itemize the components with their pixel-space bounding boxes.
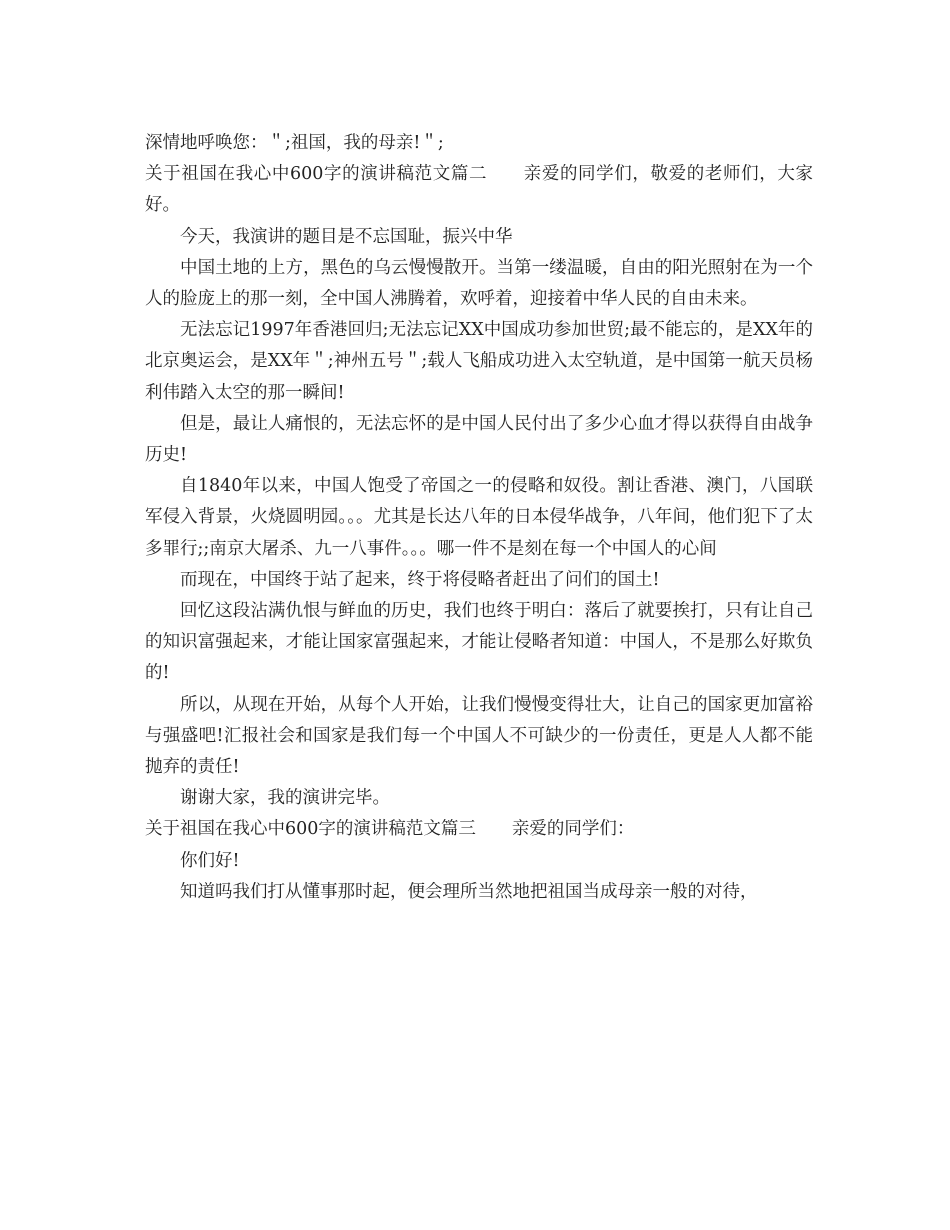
section-3-title: 关于祖国在我心中600字的演讲稿范文篇三 bbox=[145, 819, 476, 840]
opening-line: 深情地呼唤您：＂;祖国，我的母亲!＂; bbox=[145, 133, 444, 153]
section-2-greeting: 亲爱的同学们，敬爱的老师们，大家好。 bbox=[145, 164, 814, 216]
section-2-title: 关于祖国在我心中600字的演讲稿范文篇二 bbox=[145, 164, 488, 185]
paragraph: 谢谢大家，我的演讲完毕。 bbox=[180, 788, 390, 809]
paragraph: 无法忘记1997年香港回归;无法忘记XX中国成功参加世贸;最不能忘的，是XX年的北京奥运会，是XX年＂;神州五号＂;载人飞船成功进入太空轨道，是中国第一航天员杨利伟踏入太空的那一瞬间! bbox=[145, 320, 813, 403]
paragraph: 中国土地的上方，黑色的乌云慢慢散开。当第一缕温暖，自由的阳光照射在为一个人的脸庞上的那一刻，全中国人沸腾着，欢呼着，迎接着中华人民的自由未来。 bbox=[145, 257, 813, 310]
paragraph: 自1840年以来，中国人饱受了帝国之一的侵略和奴役。割让香港、澳门，八国联军侵入背景，火烧圆明园。。。尤其是长达八年的日本侵华战争，八年间，他们犯下了太多罪行;;南京大屠杀、九一八事件。。。哪一件不是刻在每一个中国人的心间 bbox=[145, 476, 813, 559]
section-3-greeting: 亲爱的同学们： bbox=[511, 819, 635, 840]
section-2-heading bbox=[145, 159, 813, 221]
document-page bbox=[145, 128, 813, 908]
paragraph: 而现在，中国终于站了起来，终于将侵略者赶出了问们的国土! bbox=[180, 569, 660, 590]
paragraph: 知道吗我们打从懂事那时起，便会理所当然地把祖国当成母亲一般的对待， bbox=[180, 881, 758, 902]
paragraph: 回忆这段沾满仇恨与鲜血的历史，我们也终于明白：落后了就要挨打，只有让自己的知识富强起来，才能让国家富强起来，才能让侵略者知道：中国人，不是那么好欺负的! bbox=[145, 601, 813, 684]
paragraph: 今天，我演讲的题目是不忘国耻，振兴中华 bbox=[180, 226, 513, 247]
paragraph: 你们好! bbox=[180, 850, 240, 871]
paragraph: 但是，最让人痛恨的，无法忘怀的是中国人民付出了多少心血才得以获得自由战争历史! bbox=[145, 413, 813, 466]
section-3-heading bbox=[145, 814, 813, 845]
paragraph: 所以，从现在开始，从每个人开始，让我们慢慢变得壮大，让自己的国家更加富裕与强盛吧!汇报社会和国家是我们每一个中国人不可缺少的一份责任，更是人人都不能抛弃的责任! bbox=[145, 694, 813, 778]
